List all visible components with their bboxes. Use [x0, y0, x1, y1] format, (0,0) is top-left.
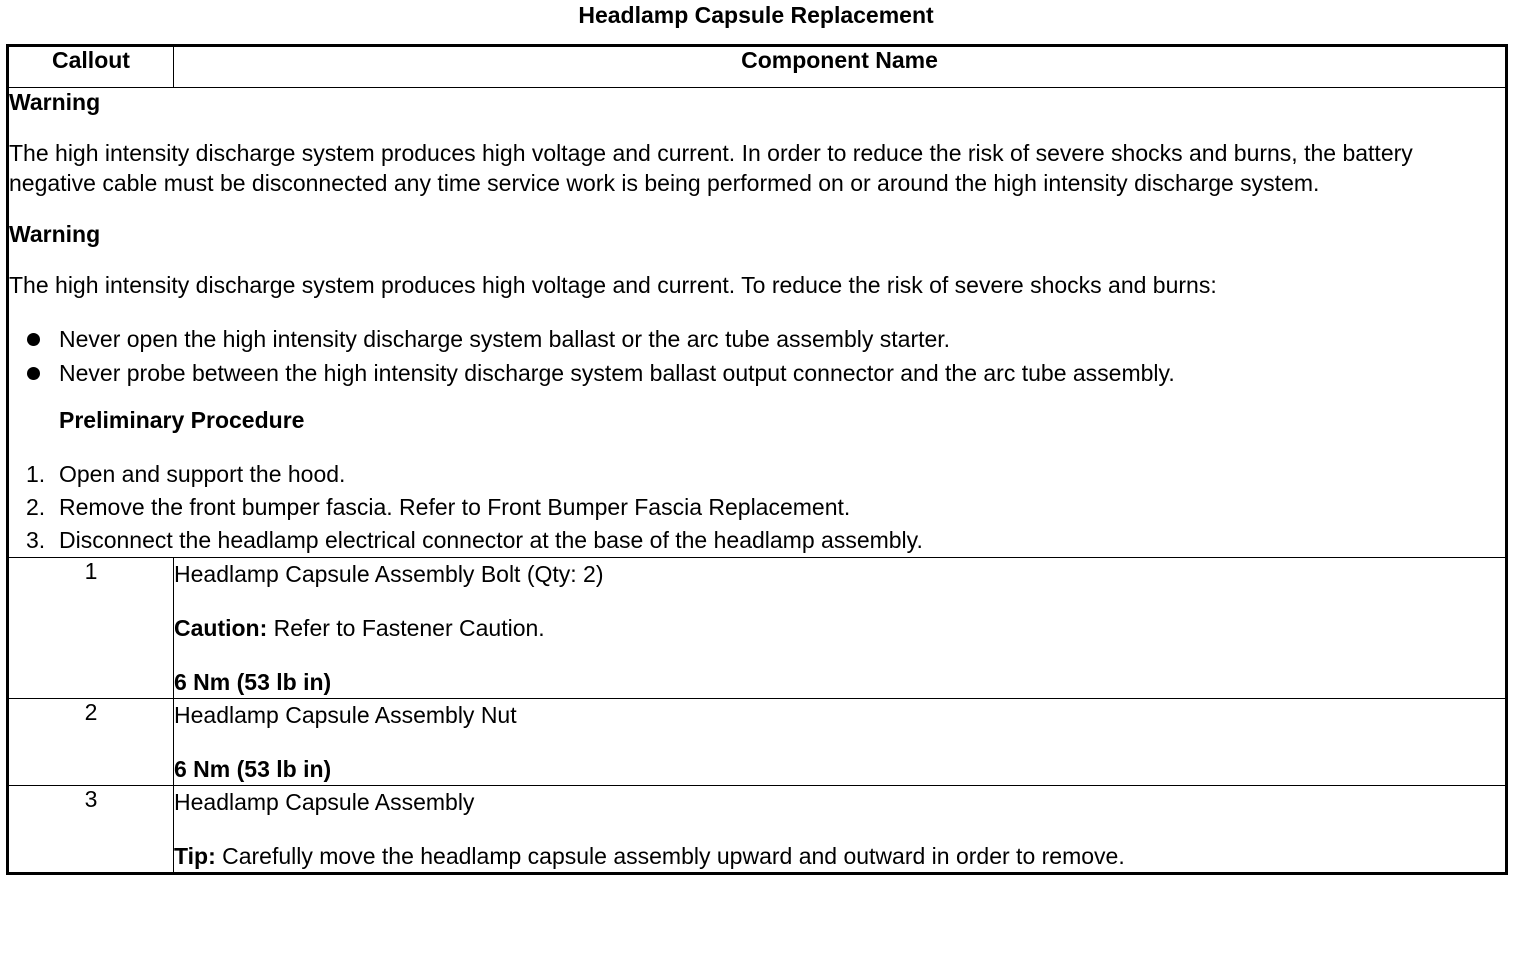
caution-label: Caution: — [174, 615, 268, 641]
step-text: Open and support the hood. — [59, 461, 346, 487]
preliminary-step — [9, 491, 1505, 524]
table-row — [8, 558, 1507, 699]
table-row — [8, 699, 1507, 786]
table-row — [8, 786, 1507, 874]
component-cell — [174, 699, 1507, 786]
bullet-dot-icon — [27, 367, 40, 380]
tip-label: Tip: — [174, 843, 216, 869]
step-number: 2. — [26, 494, 46, 520]
warning-bullet-text: Never open the high intensity discharge system ballast or the arc tube assembly starter. — [59, 326, 951, 352]
callout-cell: 3 — [8, 786, 174, 874]
warning-title-1: Warning — [9, 89, 101, 115]
component-cell — [174, 558, 1507, 699]
tip-text: Carefully move the headlamp capsule assembly upward and outward in order to remove. — [215, 843, 1125, 869]
caution-text: Refer to Fastener Caution. — [267, 615, 545, 641]
callout-cell: 2 — [8, 699, 174, 786]
step-number: 3. — [26, 527, 46, 553]
step-text: Disconnect the headlamp electrical connector at the base of the headlamp assembly. — [59, 527, 923, 553]
tip-note — [174, 840, 1505, 872]
warnings-cell — [8, 88, 1507, 558]
header-row — [8, 46, 1507, 88]
step-text: Remove the front bumper fascia. Refer to Front Bumper Fascia Replacement. — [59, 494, 851, 520]
warning-bullet-text: Never probe between the high intensity discharge system ballast output connector and the arc tube assembly. — [59, 360, 1175, 386]
component-name-header: Component Name — [174, 46, 1507, 88]
caution-note — [174, 612, 1505, 644]
preliminary-procedure-title: Preliminary Procedure — [59, 407, 305, 433]
warning-text-2: The high intensity discharge system produces high voltage and current. To reduce the risk of severe shocks and burns: — [9, 272, 1217, 298]
preliminary-step — [9, 458, 1505, 491]
warning-bullet-item — [9, 356, 1505, 390]
step-number: 1. — [26, 461, 46, 487]
component-cell — [174, 786, 1507, 874]
torque-spec: 6 Nm (53 lb in) — [174, 669, 332, 695]
callout-cell: 1 — [8, 558, 174, 699]
warning-bullet-list — [9, 322, 1505, 390]
warnings-row — [8, 88, 1507, 558]
torque-spec: 6 Nm (53 lb in) — [174, 756, 332, 782]
component-name: Headlamp Capsule Assembly Bolt (Qty: 2) — [174, 561, 604, 587]
preliminary-steps-list — [9, 458, 1505, 557]
component-name: Headlamp Capsule Assembly Nut — [174, 702, 517, 728]
callout-header: Callout — [8, 46, 174, 88]
procedure-table — [6, 44, 1508, 875]
preliminary-step — [9, 524, 1505, 557]
warning-bullet-item — [9, 322, 1505, 356]
bullet-dot-icon — [27, 333, 40, 346]
component-name: Headlamp Capsule Assembly — [174, 789, 475, 815]
warning-text-1: The high intensity discharge system produces high voltage and current. In order to reduce the risk of severe shocks and burns, the battery negative cable must be disconnected any time service work is being performed on or around the high intensity discharge system. — [9, 140, 1413, 196]
page-title: Headlamp Capsule Replacement — [578, 2, 934, 28]
warning-title-2: Warning — [9, 221, 101, 247]
